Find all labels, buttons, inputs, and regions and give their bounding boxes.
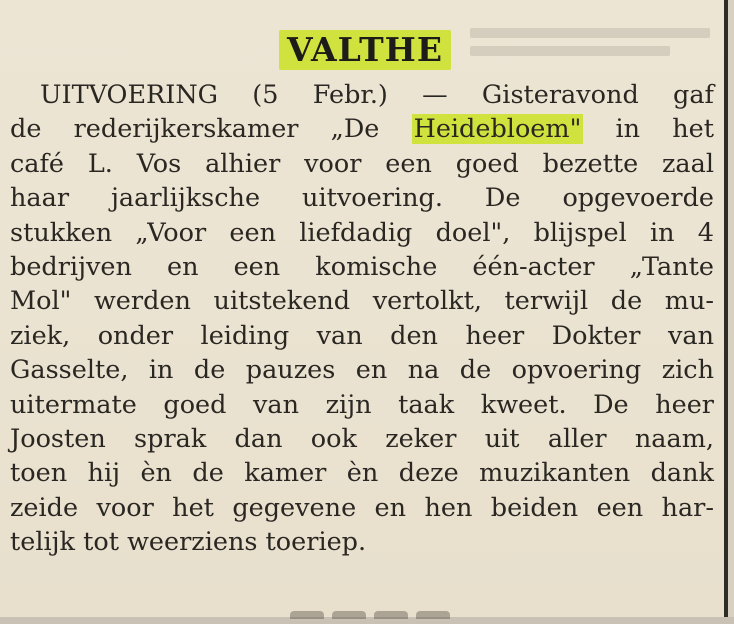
article-line: bedrijven en een komische één-acter „Tante (10, 251, 714, 282)
article-line: UITVOERING (5 Febr.) — Gisteravond gaf (40, 80, 714, 110)
bleed-through-text (470, 28, 730, 68)
background-strip (728, 0, 734, 617)
article-line: Gasselte, in de pauzes en na de opvoering zich (10, 355, 714, 386)
article-line: de rederijkerskamer „De Heidebloem" in het (10, 114, 715, 145)
article-line: Mol" werden uitstekend vertolkt, terwijl de mu- (10, 286, 714, 317)
article-line: telijk tot weerziens toeriep. (10, 527, 367, 558)
article-line: haar jaarlijksche uitvoering. De opgevoerde (10, 183, 714, 214)
page-divider-ornament (290, 606, 470, 617)
highlighted-term: Heidebloem" (413, 114, 582, 145)
article-line: uitermate goed van zijn taak kweet. De heer (10, 389, 714, 420)
headline: VALTHE (279, 30, 451, 70)
article-line: toen hij èn de kamer èn deze muzikanten dank (10, 458, 714, 489)
article-line: café L. Vos alhier voor een goed bezette zaal (10, 148, 714, 179)
article-line: stukken „Voor een liefdadig doel", blijspel in 4 (10, 217, 714, 248)
article-line: Joosten sprak dan ook zeker uit aller naam, (10, 423, 714, 454)
article-line: zeide voor het gegevene en hen beiden een har- (10, 492, 714, 523)
article-line: ziek, onder leiding van den heer Dokter van (10, 320, 714, 351)
article-body (10, 78, 714, 559)
